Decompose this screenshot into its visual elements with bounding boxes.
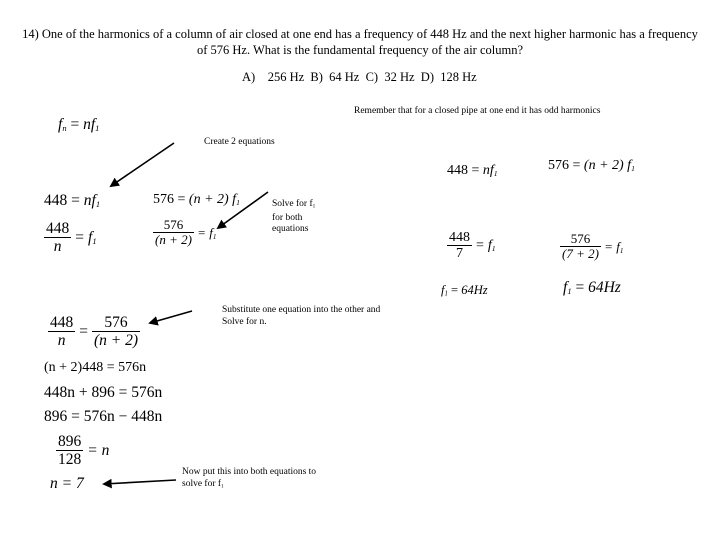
r576-eq: = <box>569 158 584 173</box>
put-back-note <box>182 467 316 492</box>
res-big-lhs-sub: 1 <box>567 286 572 297</box>
sub-top1: 448 <box>50 314 74 331</box>
res-small-lhs: f <box>441 283 445 297</box>
solve448-eq: = <box>75 228 84 246</box>
sub-bottom1: n <box>57 332 66 350</box>
algebra-step-5-n-equals-7: n = 7 <box>50 475 84 492</box>
solve576-rhs: f <box>209 224 213 240</box>
algebra-step-2: 448n + 896 = 576n <box>44 384 163 401</box>
solve576-bottom: (n + 2) <box>155 232 192 248</box>
arrow-to-n-equals-7 <box>104 480 176 484</box>
rs448-rhs: f <box>487 237 492 253</box>
step4-eq: = n <box>87 441 110 459</box>
right-equation-576 <box>548 158 635 174</box>
arrow-to-equations <box>111 143 174 186</box>
solve-f1-note <box>272 199 315 236</box>
algebra-step-3: 896 = 576n − 448n <box>44 408 163 425</box>
sub-bottom2: (n + 2) <box>94 332 139 350</box>
solve448-rhs: f <box>88 228 93 246</box>
substitute-note <box>222 305 380 328</box>
solve-f1-line1: Solve for f <box>272 199 313 209</box>
equation-576 <box>153 192 240 208</box>
r576-rhs-sub: 1 <box>631 163 635 173</box>
odd-harmonics-note: Remember that for a closed pipe at one end it has odd harmonics <box>354 106 601 116</box>
solve448-bottom: n <box>53 238 62 256</box>
rs576-eq: = <box>604 238 613 254</box>
r448-num: 448 <box>447 163 468 178</box>
sub-eq: = <box>79 322 88 340</box>
r576-rhs: (n + 2) f <box>583 158 632 173</box>
rs576-rhs: f <box>616 238 620 254</box>
algebra-step-4 <box>56 433 109 468</box>
rs448-rhs-sub: 1 <box>491 243 496 253</box>
general-rhs: nf <box>83 116 96 133</box>
r448-eq: = <box>468 163 483 178</box>
eq576-eq: = <box>174 192 189 207</box>
sub-top2: 576 <box>92 314 140 332</box>
rs448-eq: = <box>476 237 484 253</box>
solve448-rhs-sub: 1 <box>92 235 97 246</box>
solve576-top: 576 <box>153 218 194 233</box>
right-solve-576 <box>560 231 623 262</box>
eq576-rhs: (n + 2) f <box>188 192 237 207</box>
solve-f1-line3: equations <box>272 224 309 235</box>
solve576-eq: = <box>197 224 206 240</box>
rs576-bottom: (7 + 2) <box>562 246 599 262</box>
rs448-top: 448 <box>449 230 470 245</box>
arrow-to-substitute <box>150 311 192 323</box>
rs576-top: 576 <box>560 232 601 247</box>
question-text: 14) One of the harmonics of a column of air closed at one end has a frequency of 448 Hz and the next higher harmonic has a frequency of 576 Hz. What is the fundamental frequency of the air column? <box>22 27 698 57</box>
substitute-equation <box>48 314 140 349</box>
substitute-line1: Substitute one equation into the other and <box>222 305 381 315</box>
right-equation-448 <box>447 163 498 179</box>
eq576-rhs-sub: 1 <box>236 197 240 207</box>
solve-448-for-f1 <box>44 220 97 255</box>
eq576-num: 576 <box>153 192 174 207</box>
solve-f1-sub: 1 <box>312 203 316 210</box>
solve448-top: 448 <box>46 220 70 237</box>
eq448-rhs: nf <box>83 192 96 209</box>
general-harmonic-equation <box>58 116 99 134</box>
equation-448 <box>44 192 100 210</box>
step4-bottom: 128 <box>58 451 82 469</box>
general-eq: = <box>66 116 84 133</box>
r576-num: 576 <box>548 158 569 173</box>
res-big-rhs: 64Hz <box>588 279 621 296</box>
general-lhs: f <box>58 116 63 133</box>
solve-576-for-f1 <box>153 217 216 248</box>
result-f1-big <box>563 279 621 297</box>
solve-f1-line2: for both <box>272 212 303 223</box>
right-solve-448 <box>447 230 496 262</box>
result-f1-small <box>441 283 488 298</box>
solve576-rhs-sub: 1 <box>212 232 217 241</box>
put-back-sub: 1 <box>221 482 224 489</box>
general-lhs-sub: n <box>62 123 67 134</box>
res-big-eq: = <box>571 279 589 296</box>
rs576-rhs-sub: 1 <box>619 246 624 255</box>
eq448-rhs-sub: 1 <box>95 199 101 210</box>
res-big-lhs: f <box>563 279 568 296</box>
res-small-lhs-sub: 1 <box>444 290 448 298</box>
res-small-rhs: 64Hz <box>461 283 488 297</box>
answer-choices: A) 256 Hz B) 64 Hz C) 32 Hz D) 128 Hz <box>242 70 477 84</box>
rs448-bottom: 7 <box>456 246 463 262</box>
eq448-eq: = <box>67 192 84 209</box>
algebra-step-1: (n + 2)448 = 576n <box>44 360 147 375</box>
create-equations-note: Create 2 equations <box>204 137 275 147</box>
step4-top: 896 <box>58 433 82 450</box>
general-rhs-sub: 1 <box>95 123 100 134</box>
substitute-line2: Solve for n. <box>222 316 267 327</box>
put-back-line1: Now put this into both equations to <box>182 467 317 477</box>
eq448-num: 448 <box>44 192 68 209</box>
r448-rhs: nf <box>482 163 494 178</box>
put-back-line2: solve for f <box>182 478 222 489</box>
r448-rhs-sub: 1 <box>493 168 498 178</box>
res-small-eq: = <box>447 283 462 297</box>
